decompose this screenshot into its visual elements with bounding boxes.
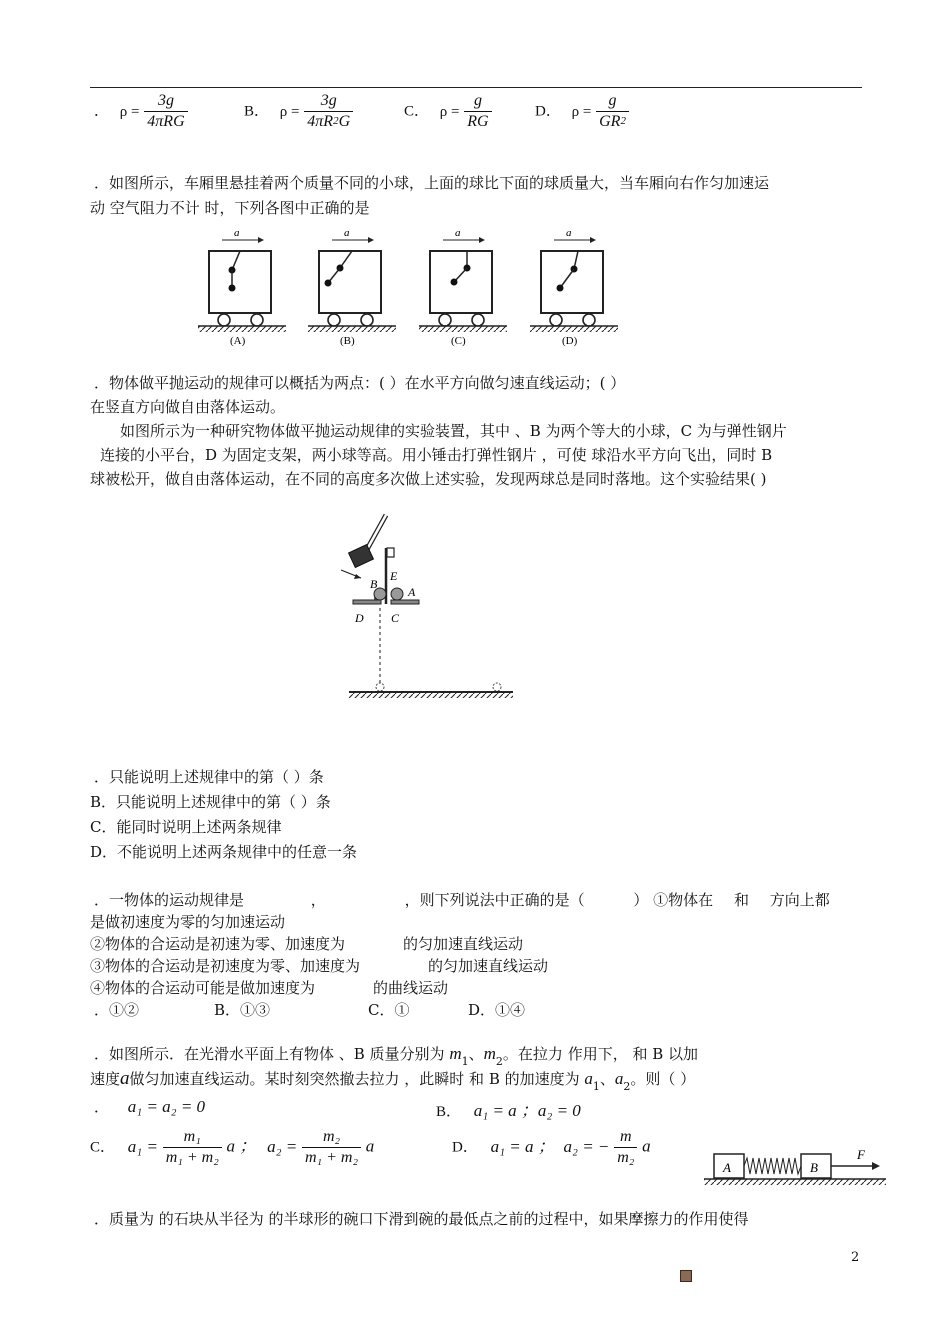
svg-text:A: A	[408, 585, 416, 599]
svg-text:(B): (B)	[340, 335, 355, 347]
projectile-question-line5: 球被松开，做自由落体运动，在不同的高度多次做上述实验，发现两球总是同时落地。这个实验结果( )	[90, 470, 767, 488]
stone-question-line1: ．质量为 的石块从半径为 的半球形的碗口下滑到碗的最低点之前的过程中，如果摩擦力的作用使得	[94, 1210, 749, 1228]
density-option-a: ． ρ = $\frac{3g}{\text{4πRG}}$	[94, 92, 188, 131]
spring-question-line2: 速度a做匀加速直线运动。某时刻突然撤去拉力 ，此瞬时 和 B 的加速度为 $a_1$、$a_2$。则（ ）	[90, 1068, 696, 1093]
carriage-question-line1: ．如图所示，车厢里悬挂着两个质量不同的小球，上面的球比下面的球质量大，当车厢向右作匀加速运	[94, 174, 770, 192]
motion-option-a: ．①②	[94, 1001, 140, 1019]
projectile-option-b: B．只能说明上述规律中的第（ ）条	[90, 793, 331, 811]
svg-text:a: a	[455, 227, 461, 239]
carriage-question-line2: 动 空气阻力不计 时，下列各图中正确的是	[90, 199, 370, 217]
projectile-question-line4: 连接的小平台，D 为固定支架，两小球等高。用小锤击打弹性钢片 ，可使 球沿水平方向飞出，同时 B	[100, 446, 773, 464]
density-option-c: C． ρ = $\frac{g}{RG}$	[404, 92, 492, 131]
motion-statement-2: ②物体的合运动是初速为零、加速度为 的匀加速直线运动	[90, 935, 524, 953]
motion-option-c: C．①	[368, 1001, 410, 1019]
motion-option-b: B．①③	[214, 1001, 271, 1019]
spring-coil	[744, 1158, 801, 1174]
carriage-c	[419, 227, 507, 347]
spring-option-c: C． a₁ = $\frac{\text{m₁}}{\text{m₁ + m₂}}$ a ； a₂ = $\frac{\text{m₂}}{\text{m₁ + m₂}}$ a	[90, 1128, 375, 1166]
svg-text:C: C	[391, 611, 400, 625]
motion-question-line2: 是做初速度为零的匀加速运动	[90, 913, 286, 931]
spring-blocks-figure	[702, 1146, 888, 1192]
svg-text:a: a	[234, 227, 240, 239]
carriage-d	[530, 227, 618, 347]
svg-text:F: F	[857, 1147, 865, 1162]
motion-option-d: D．①④	[468, 1001, 526, 1019]
spring-option-d: D． a₁ = a ； a₂ = − $\frac{m}{\text{m₂}}$ a	[452, 1128, 651, 1166]
carriage-b	[308, 227, 396, 347]
projectile-apparatus-figure	[335, 508, 525, 703]
motion-question-line1: ．一物体的运动规律是 ， ，则下列说法中正确的是（ ） ①物体在 和 方向上都	[94, 891, 830, 909]
svg-text:a: a	[566, 227, 572, 239]
spring-option-a: ． a₁ = a₂ = 0	[94, 1097, 206, 1116]
carriage-figure	[190, 222, 630, 350]
projectile-question-line2: 在竖直方向做自由落体运动。	[90, 398, 286, 416]
projectile-question-line1: ．物体做平抛运动的规律可以概括为两点：( ）在水平方向做匀速直线运动；( ）	[94, 374, 626, 392]
spring-option-b: B． a₁ = a ；a₂ = 0	[436, 1101, 581, 1120]
corner-mark-icon	[680, 1270, 692, 1282]
page-number: 2	[851, 1250, 860, 1265]
svg-text:(D): (D)	[562, 335, 578, 347]
svg-text:(C): (C)	[451, 335, 466, 347]
density-fraction-c: $\frac{g}{RG}$	[464, 92, 491, 131]
density-fraction-a: $\frac{3g}{\text{4πRG}}$	[144, 92, 187, 131]
motion-statement-4: ④物体的合运动可能是做加速度为 的曲线运动	[90, 979, 449, 997]
svg-text:B: B	[370, 577, 378, 591]
density-option-d: D． ρ = $\frac{g}{GR2}$	[535, 92, 629, 131]
projectile-option-a: ．只能说明上述规律中的第（ ）条	[94, 768, 324, 786]
svg-text:(A): (A)	[230, 335, 246, 347]
projectile-option-d: D．不能说明上述两条规律中的任意一条	[90, 843, 358, 861]
svg-text:E: E	[390, 569, 398, 583]
svg-text:B: B	[810, 1160, 818, 1175]
density-fraction-b: $\frac{3g}{4\pi R2G}$	[304, 92, 353, 131]
projectile-question-line3: 如图所示为一种研究物体做平抛运动规律的实验装置，其中 、B 为两个等大的小球，C 为与弹性钢片	[120, 422, 787, 440]
svg-text:a: a	[344, 227, 350, 239]
projectile-option-c: C．能同时说明上述两条规律	[90, 818, 282, 836]
header-rule	[90, 87, 862, 88]
density-option-b: B． ρ = $\frac{3g}{4\pi R2G}$	[244, 92, 353, 131]
carriage-a	[198, 227, 286, 347]
spring-question-line1: ．如图所示．在光滑水平面上有物体 、B 质量分别为 $m_1$、$m_2$。在拉力 作用下， 和 B 以加	[94, 1044, 699, 1068]
svg-text:A: A	[723, 1160, 731, 1175]
motion-statement-3: ③物体的合运动是初速度为零、加速度为 的匀加速直线运动	[90, 957, 549, 975]
svg-text:D: D	[355, 611, 364, 625]
density-fraction-d: $\frac{g}{GR2}$	[596, 92, 629, 131]
